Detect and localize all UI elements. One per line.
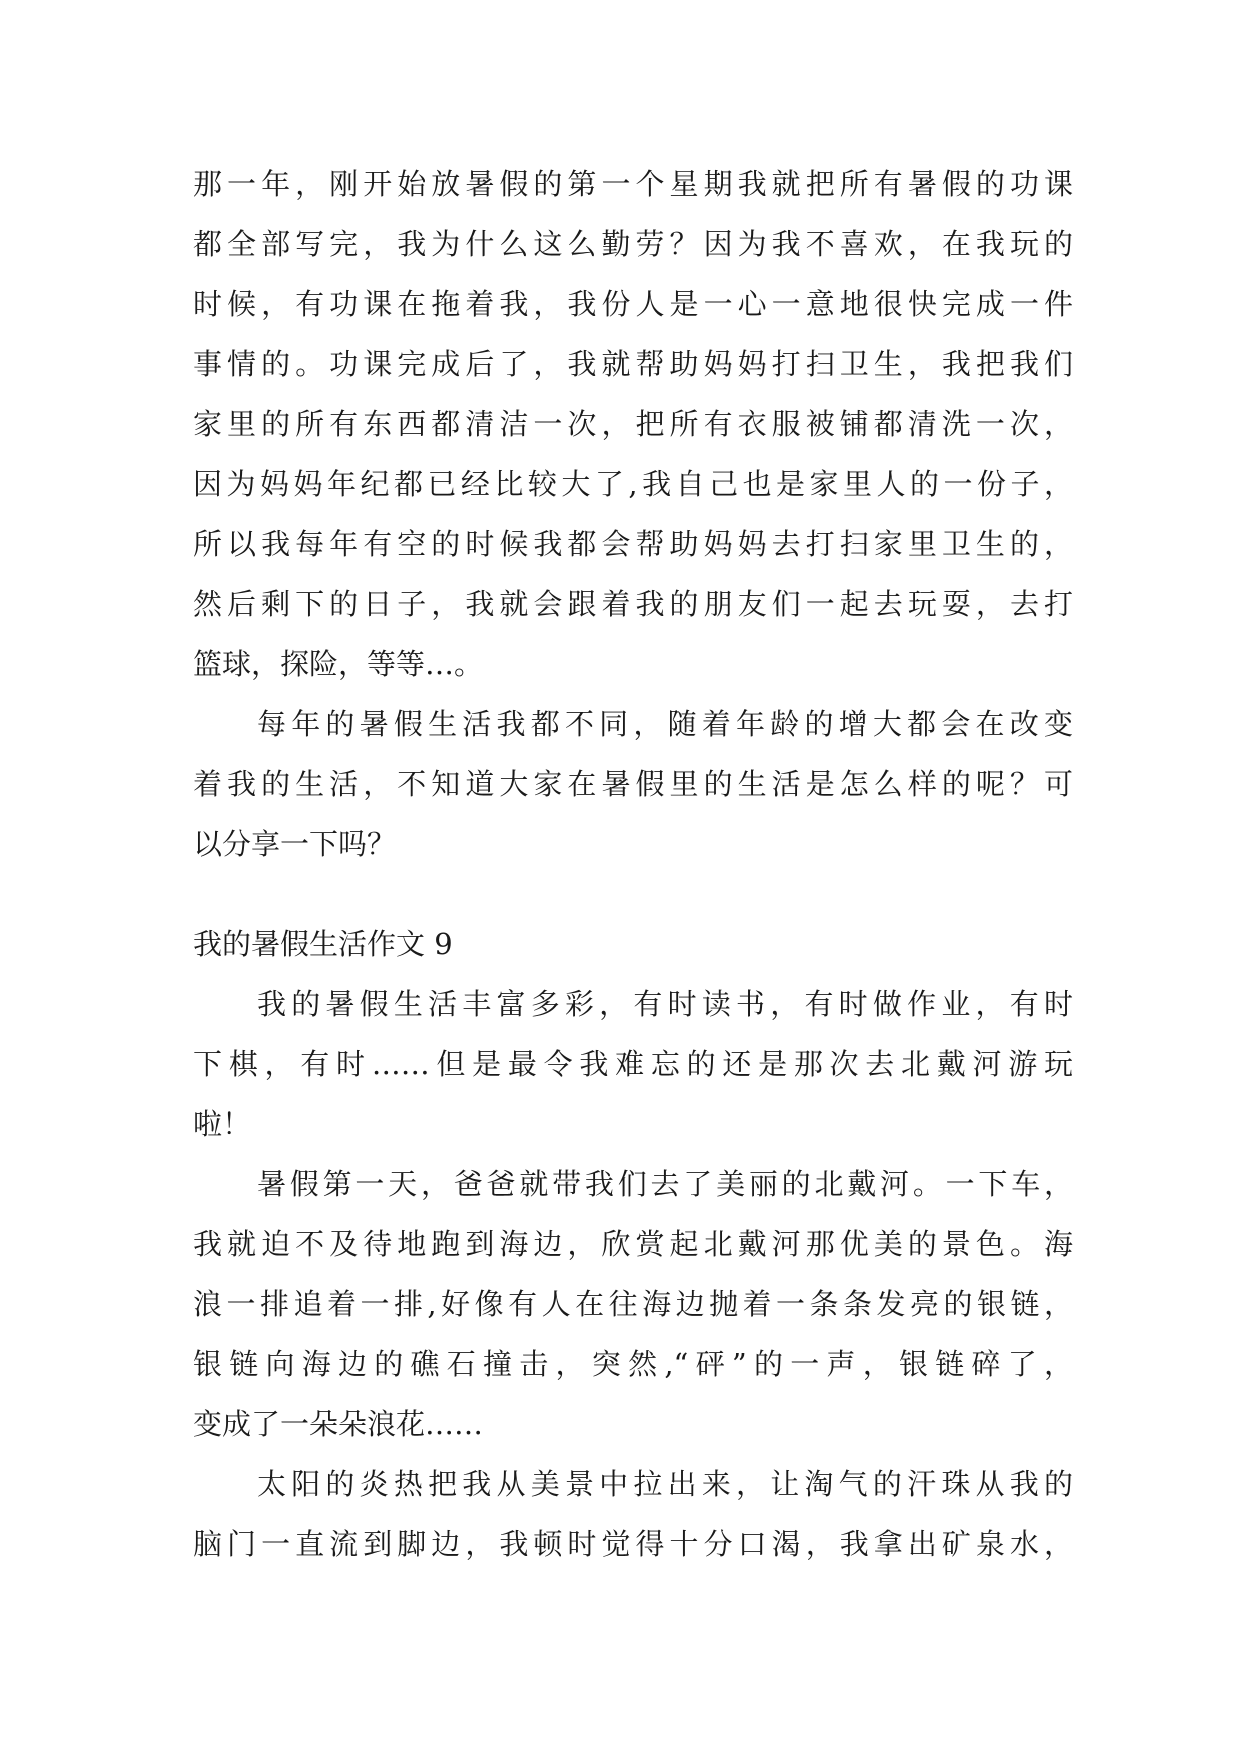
paragraph-line: 着我的生活，不知道大家在暑假里的生活是怎么样的呢？可 xyxy=(193,767,1073,801)
paragraph-line: 浪一排追着一排,好像有人在往海边抛着一条条发亮的银链， xyxy=(193,1287,1073,1321)
paragraph-line: 都全部写完，我为什么这么勤劳？因为我不喜欢，在我玩的 xyxy=(193,227,1073,261)
paragraph-line: 变成了一朵朵浪花…… xyxy=(193,1407,484,1441)
paragraph-line: 我的暑假生活丰富多彩，有时读书，有时做作业，有时 xyxy=(257,987,1073,1021)
paragraph-line: 脑门一直流到脚边，我顿时觉得十分口渴，我拿出矿泉水， xyxy=(193,1527,1073,1561)
paragraph-line: 事情的。功课完成后了，我就帮助妈妈打扫卫生，我把我们 xyxy=(193,347,1073,381)
paragraph-line: 时候，有功课在拖着我，我份人是一心一意地很快完成一件 xyxy=(193,287,1073,321)
paragraph-line: 我就迫不及待地跑到海边，欣赏起北戴河那优美的景色。海 xyxy=(193,1227,1073,1261)
paragraph-line: 然后剩下的日子，我就会跟着我的朋友们一起去玩耍，去打 xyxy=(193,587,1073,621)
paragraph-line: 那一年，刚开始放暑假的第一个星期我就把所有暑假的功课 xyxy=(193,167,1073,201)
paragraph-line: 所以我每年有空的时候我都会帮助妈妈去打扫家里卫生的， xyxy=(193,527,1073,561)
paragraph-line: 下棋，有时……但是最令我难忘的还是那次去北戴河游玩 xyxy=(193,1047,1073,1081)
paragraph-line: 篮球，探险，等等…。 xyxy=(193,647,484,681)
paragraph-line: 银链向海边的礁石撞击，突然,“砰”的一声，银链碎了， xyxy=(193,1347,1073,1381)
paragraph-line: 每年的暑假生活我都不同，随着年龄的增大都会在改变 xyxy=(257,707,1073,741)
section-heading: 我的暑假生活作文 9 xyxy=(193,927,453,961)
paragraph-line: 家里的所有东西都清洁一次，把所有衣服被铺都清洗一次， xyxy=(193,407,1073,441)
paragraph-line: 以分享一下吗？ xyxy=(193,827,397,861)
paragraph-line: 啦！ xyxy=(193,1107,252,1141)
paragraph-line: 太阳的炎热把我从美景中拉出来，让淘气的汗珠从我的 xyxy=(257,1467,1073,1501)
paragraph-line: 暑假第一天，爸爸就带我们去了美丽的北戴河。一下车， xyxy=(257,1167,1073,1201)
paragraph-line: 因为妈妈年纪都已经比较大了,我自己也是家里人的一份子， xyxy=(193,467,1073,501)
